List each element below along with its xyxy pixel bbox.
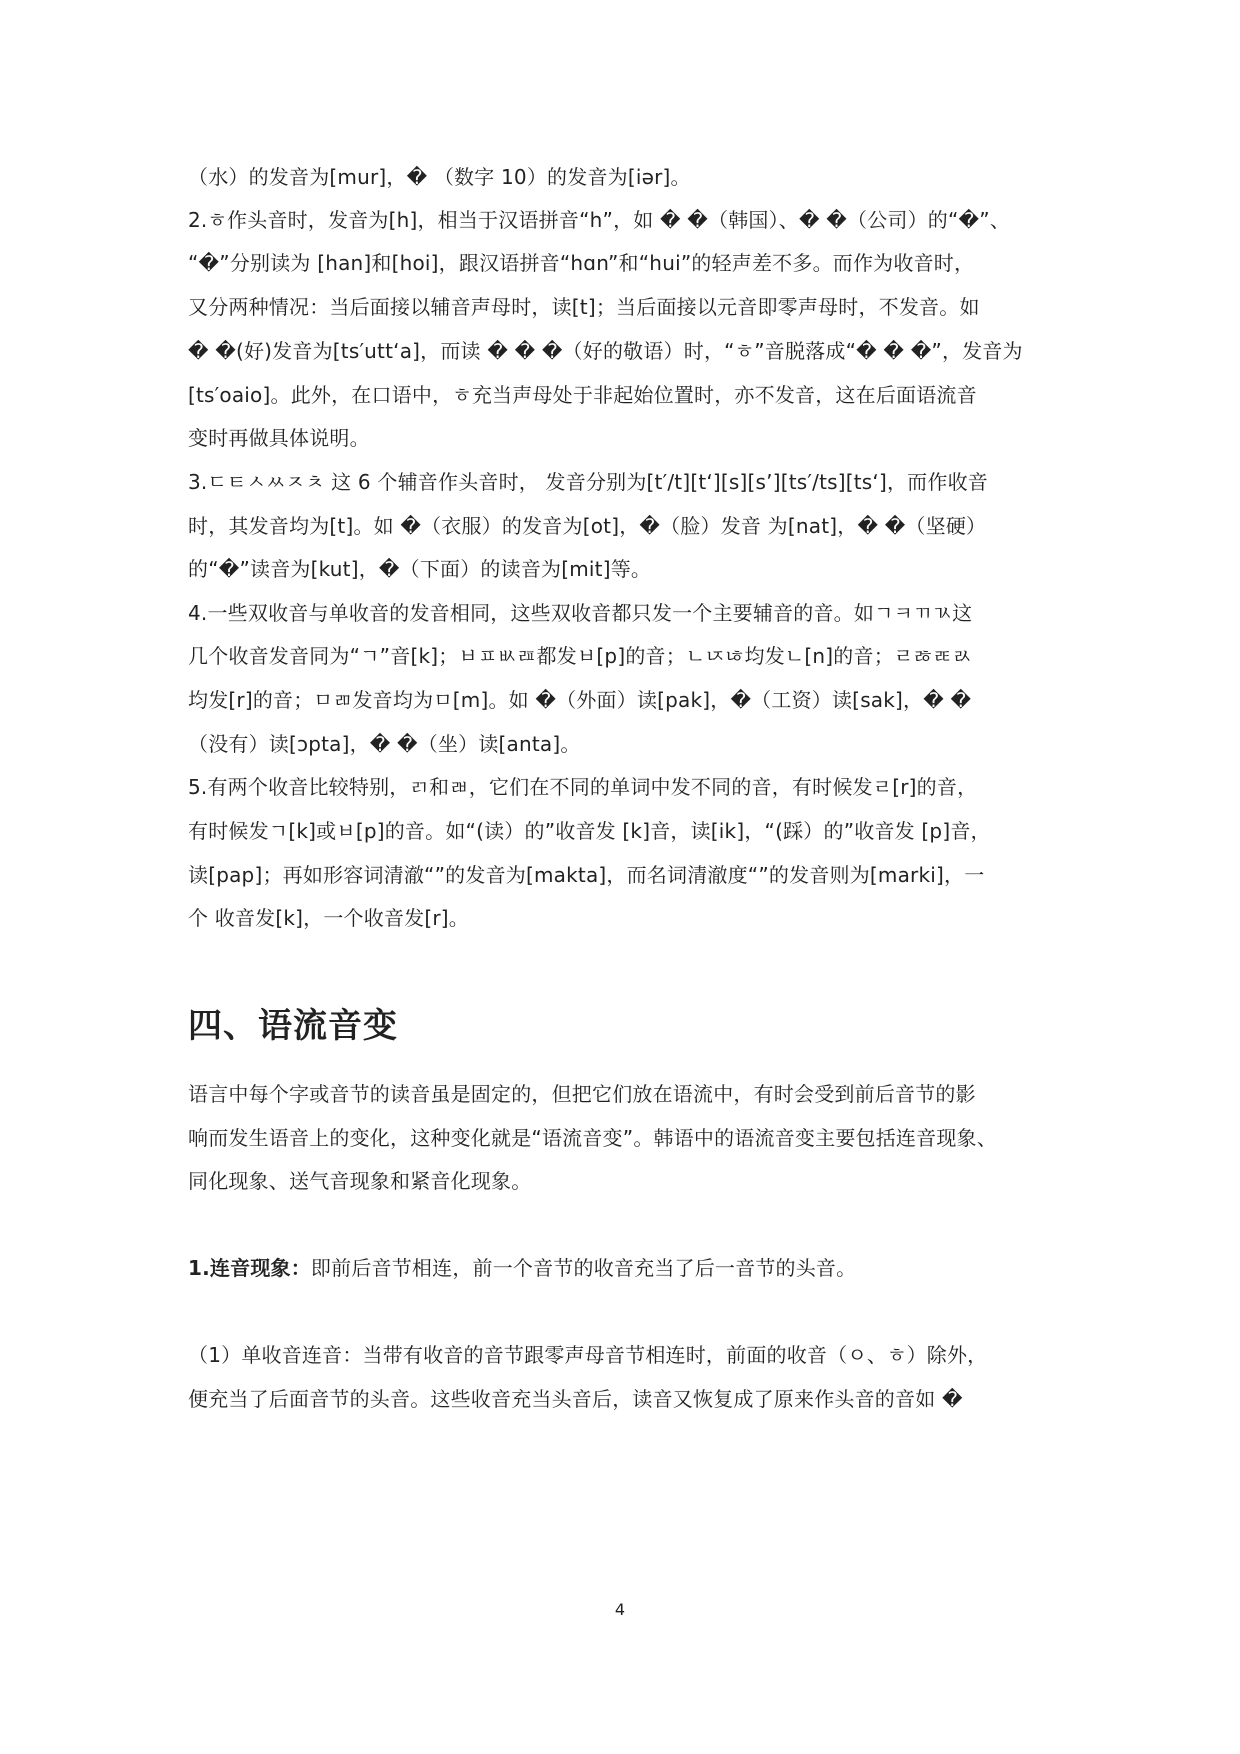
- paragraph-line: 5.有两个收音比较特别，ㄺ和ㄼ，它们在不同的单词中发不同的音，有时候发ㄹ[r]的音，: [188, 775, 978, 799]
- paragraph-line: 便充当了后面音节的头音。这些收音充当头音后，读音又恢复成了原来作头音的音如 �: [188, 1387, 963, 1411]
- paragraph-line: � �(好)发音为[ts′utt‘a]，而读 � � �（好的敬语）时，“ㅎ”音脱落成“� � �”，发音为: [188, 339, 1023, 363]
- section-heading: 四、语流音变: [188, 1006, 398, 1046]
- paragraph-line: 同化现象、送气音现象和紧音化现象。: [188, 1169, 532, 1193]
- page-number: 4: [614, 1600, 626, 1619]
- paragraph-line: 2.ㅎ作头音时，发音为[h]，相当于汉语拼音“h”，如 � �（韩国）、� �（公司）的“�”、: [188, 208, 1011, 232]
- paragraph-line: [188, 1254, 856, 1282]
- paragraph-line: 变时再做具体说明。: [188, 426, 370, 450]
- paragraph-line: 读[pap]；再如形容词清澈“”的发音为[makta]，而名词清澈度“”的发音则为[marki]，一: [188, 863, 985, 887]
- paragraph-line: 时，其发音均为[t]。如 �（衣服）的发音为[ot]，�（脸）发音 为[nat]，� �（坚硬）: [188, 514, 987, 538]
- item-text: 即前后音节相连，前一个音节的收音充当了后一音节的头音。: [310, 1256, 857, 1280]
- paragraph-line: 响而发生语音上的变化，这种变化就是“语流音变”。韩语中的语流音变主要包括连音现象、: [188, 1126, 997, 1150]
- paragraph-line: “�”分别读为 [han]和[hoi]，跟汉语拼音“hɑn”和“hui”的轻声差不多。而作为收音时，: [188, 251, 975, 275]
- paragraph-line: 语言中每个字或音节的读音虽是固定的，但把它们放在语流中，有时会受到前后音节的影: [188, 1082, 976, 1106]
- paragraph-line: （1）单收音连音：当带有收音的音节跟零声母音节相连时，前面的收音（ㅇ、ㅎ）除外，: [188, 1343, 988, 1367]
- paragraph-line: （没有）读[ɔpta]，� �（坐）读[anta]。: [188, 732, 581, 756]
- paragraph-line: [ts′oaio]。此外，在口语中，ㅎ充当声母处于非起始位置时，亦不发音，这在后面语流音: [188, 383, 977, 407]
- paragraph-line: 的“�”读音为[kut]，�（下面）的读音为[mit]等。: [188, 557, 652, 581]
- paragraph-line: 个 收音发[k]，一个收音发[r]。: [188, 906, 469, 930]
- paragraph-line: 有时候发ㄱ[k]或ㅂ[p]的音。如“(读）的”收音发 [k]音，读[ik]，“(踩）的”收音发 [p]音，: [188, 819, 991, 843]
- paragraph-line: 又分两种情况：当后面接以辅音声母时，读[t]；当后面接以元音即零声母时，不发音。如: [188, 295, 980, 319]
- paragraph-line: （水）的发音为[mur]，� （数字 10）的发音为[iər]。: [188, 165, 691, 189]
- paragraph-line: 4.一些双收音与单收音的发音相同，这些双收音都只发一个主要辅音的音。如ㄱㅋㄲㄳ这: [188, 601, 973, 625]
- paragraph-line: 均发[r]的音；ㅁㄻ发音均为ㅁ[m]。如 �（外面）读[pak]，�（工资）读[sak]，� �: [188, 688, 972, 712]
- item-label: 1.连音现象：: [188, 1256, 311, 1280]
- paragraph-line: 3.ㄷㅌㅅㅆㅈㅊ 这 6 个辅音作头音时， 发音分别为[t′/t][t‘][s][s’][ts′/ts][ts‘]，而作收音: [188, 470, 988, 494]
- paragraph-line: 几个收音发音同为“ㄱ”音[k]；ㅂㅍㅄㄿ都发ㅂ[p]的音；ㄴㄵㄶ均发ㄴ[n]的音；ㄹㅀㄾㄽ: [188, 644, 972, 668]
